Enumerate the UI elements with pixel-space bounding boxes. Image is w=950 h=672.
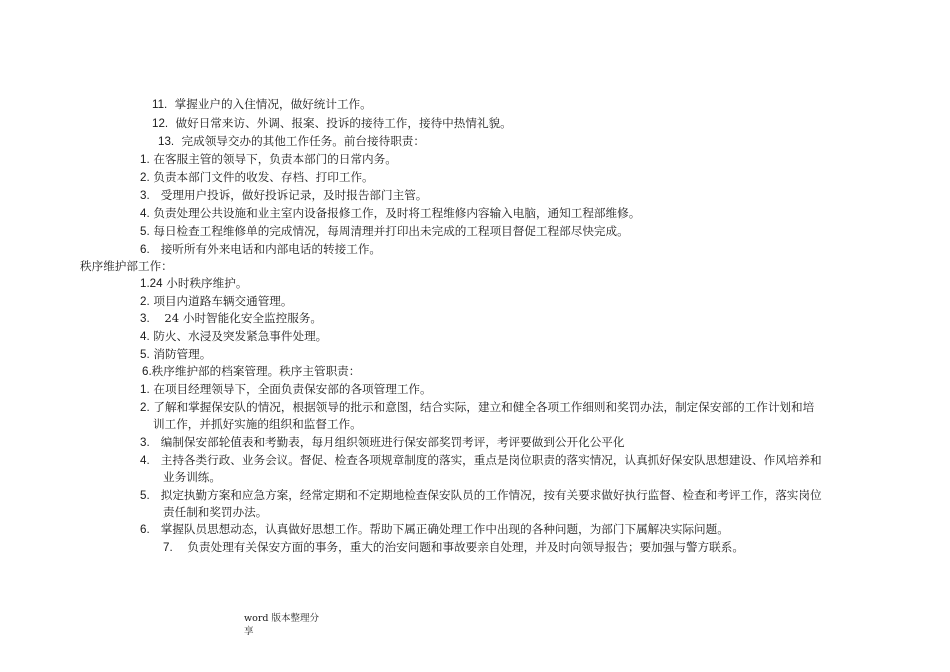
text-line: 11. 掌握业户的入住情况，做好统计工作。 [152, 97, 372, 111]
text-line: 4. 负责处理公共设施和业主室内设备报修工作，及时将工程维修内容输入电脑，通知工程部维修。 [140, 206, 641, 220]
text-line: 2. 项目内道路车辆交通管理。 [140, 294, 293, 308]
text-line: 6.秩序维护部的档案管理。秩序主管职责： [142, 364, 361, 378]
text-line: 1.24 小时秩序维护。 [140, 276, 248, 290]
text-line: 1. 在客服主管的领导下，负责本部门的日常内务。 [140, 152, 397, 166]
text-line: 4. 主持各类行政、业务会议。督促、检查各项规章制度的落实，重点是岗位职责的落实情况，认真抓好保安队思想建设、作风培养和 [140, 453, 822, 467]
text-line-continuation: 责任制和奖罚办法。 [163, 505, 268, 519]
text-line-continuation: 业务训练。 [163, 470, 221, 484]
text-line: 4. 防火、水浸及突发紧急事件处理。 [140, 329, 328, 343]
text-line: 5. 每日检查工程维修单的完成情况，每周清理并打印出未完成的工程项目督促工程部尽快完成。 [140, 224, 629, 238]
text-line: 6. 掌握队员思想动态，认真做好思想工作。帮助下属正确处理工作中出现的各种问题，为部门下属解决实际问题。 [140, 522, 729, 536]
text-line-continuation: 训工作，并抓好实施的组织和监督工作。 [153, 417, 362, 431]
text-line: 1. 在项目经理领导下，全面负责保安部的各项管理工作。 [140, 382, 432, 396]
text-line: 5. 拟定执勤方案和应急方案，经常定期和不定期地检查保安队员的工作情况，按有关要求做好执行监督、检查和考评工作，落实岗位 [140, 488, 822, 502]
text-line: 2. 了解和掌握保安队的情况，根据领导的批示和意图，结合实际，建立和健全各项工作细则和奖罚办法，制定保安部的工作计划和培 [140, 400, 815, 414]
text-line: 2. 负责本部门文件的收发、存档、打印工作。 [140, 170, 374, 184]
text-line: 5. 消防管理。 [140, 347, 212, 361]
text-line: 12. 做好日常来访、外调、报案、投诉的接待工作，接待中热情礼貌。 [152, 116, 512, 130]
section-heading: 秩序维护部工作： [80, 259, 173, 273]
text-line: 13. 完成领导交办的其他工作任务。前台接待职责： [158, 134, 425, 148]
text-line: 3. 24 小时智能化安全监控服务。 [140, 311, 322, 325]
text-line: 6. 接听所有外来电话和内部电话的转接工作。 [140, 242, 382, 256]
footer-text: word 版本整理分 [244, 613, 319, 624]
text-line: 3. 受理用户投诉，做好投诉记录，及时报告部门主管。 [140, 188, 428, 202]
text-line: 3. 编制保安部轮值表和考勤表，每月组织领班进行保安部奖罚考评，考评要做到公开化公平化 [140, 435, 625, 449]
text-line: 7. 负责处理有关保安方面的事务，重大的治安问题和事故要亲自处理，并及时向领导报告；要加强与警方联系。 [163, 540, 744, 554]
footer-text: 享 [244, 626, 254, 637]
